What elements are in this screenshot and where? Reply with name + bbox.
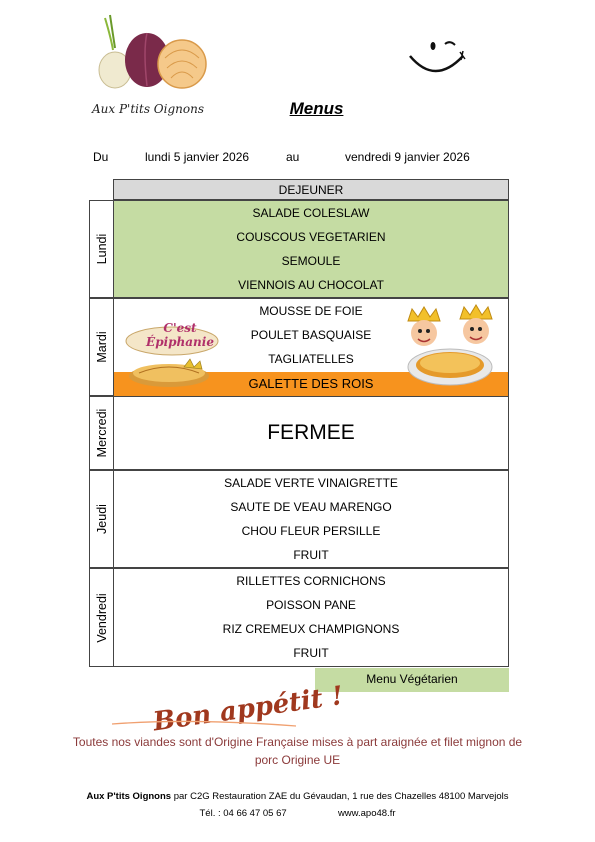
menu-item: MOUSSE DE FOIE: [259, 304, 363, 318]
date-from: lundi 5 janvier 2026: [145, 150, 250, 164]
day-label: Mercredi: [94, 408, 109, 458]
menu-item: RILLETTES CORNICHONS: [236, 574, 386, 588]
epiphanie-badge: C'est Épiphanie: [146, 321, 214, 349]
menu-item: RIZ CREMEUX CHAMPIGNONS: [222, 622, 400, 636]
menu-item: SALADE VERTE VINAIGRETTE: [224, 476, 398, 490]
date-to: vendredi 9 janvier 2026: [345, 150, 470, 164]
menu-item: TAGLIATELLES: [268, 352, 354, 366]
onion-logo: [85, 10, 215, 90]
menu-item: FRUIT: [293, 548, 329, 562]
brand-name: Aux P'tits Oignons: [92, 102, 205, 116]
day-label: Vendredi: [94, 592, 109, 643]
day-mercredi: [89, 396, 114, 470]
menu-item: POISSON PANE: [266, 598, 356, 612]
menu-item: FRUIT: [293, 646, 329, 660]
day-block-lundi: [113, 200, 509, 298]
table-header: DEJEUNER: [113, 179, 509, 200]
vegetarian-legend: Menu Végétarien: [315, 668, 509, 692]
footer-phone: Tél. : 04 66 47 05 67: [199, 808, 287, 819]
footer-company-address: par C2G Restauration ZAE du Gévaudan, 1 rue des Chazelles 48100 Marvejols: [171, 791, 509, 802]
footer-website[interactable]: www.apo48.fr: [337, 808, 396, 819]
menu-item: VIENNOIS AU CHOCOLAT: [238, 278, 384, 292]
day-label: Jeudi: [94, 504, 109, 534]
footer-address: [0, 791, 595, 802]
day-mardi: [89, 298, 114, 396]
footer-company: Aux P'tits Oignons: [86, 791, 172, 802]
smiley-icon: [405, 38, 470, 83]
closed-label: FERMEE: [267, 421, 355, 444]
day-block-jeudi: [113, 470, 509, 568]
day-block-mardi: [113, 298, 509, 396]
day-vendredi: [89, 568, 114, 667]
menu-item: SALADE COLESLAW: [252, 206, 370, 220]
menu-item: SAUTE DE VEAU MARENGO: [230, 500, 392, 514]
menu-table: [89, 179, 509, 667]
day-block-mercredi: [113, 396, 509, 470]
day-label: Lundi: [94, 233, 109, 265]
menu-item: CHOU FLEUR PERSILLE: [241, 524, 381, 538]
menu-item: POULET BASQUAISE: [250, 328, 372, 342]
meat-origin-note: Toutes nos viandes sont d'Origine Française mises à part araignée et filet mignon de porc Origine UE: [72, 735, 523, 767]
menu-item: GALETTE DES ROIS: [248, 376, 374, 391]
day-block-vendredi: [113, 568, 509, 667]
footer-contact: [0, 808, 595, 819]
page-title: Menus: [289, 99, 344, 118]
date-to-label: au: [286, 150, 300, 164]
day-lundi: [89, 200, 114, 298]
kids-with-crowns-illustration: [400, 301, 505, 393]
day-label: Mardi: [94, 331, 109, 363]
menu-item: COUSCOUS VEGETARIEN: [236, 230, 386, 244]
bon-appetit-text: Bon appétit !: [151, 681, 346, 738]
day-jeudi: [89, 470, 114, 568]
date-from-label: Du: [93, 150, 109, 164]
menu-item: SEMOULE: [281, 254, 341, 268]
